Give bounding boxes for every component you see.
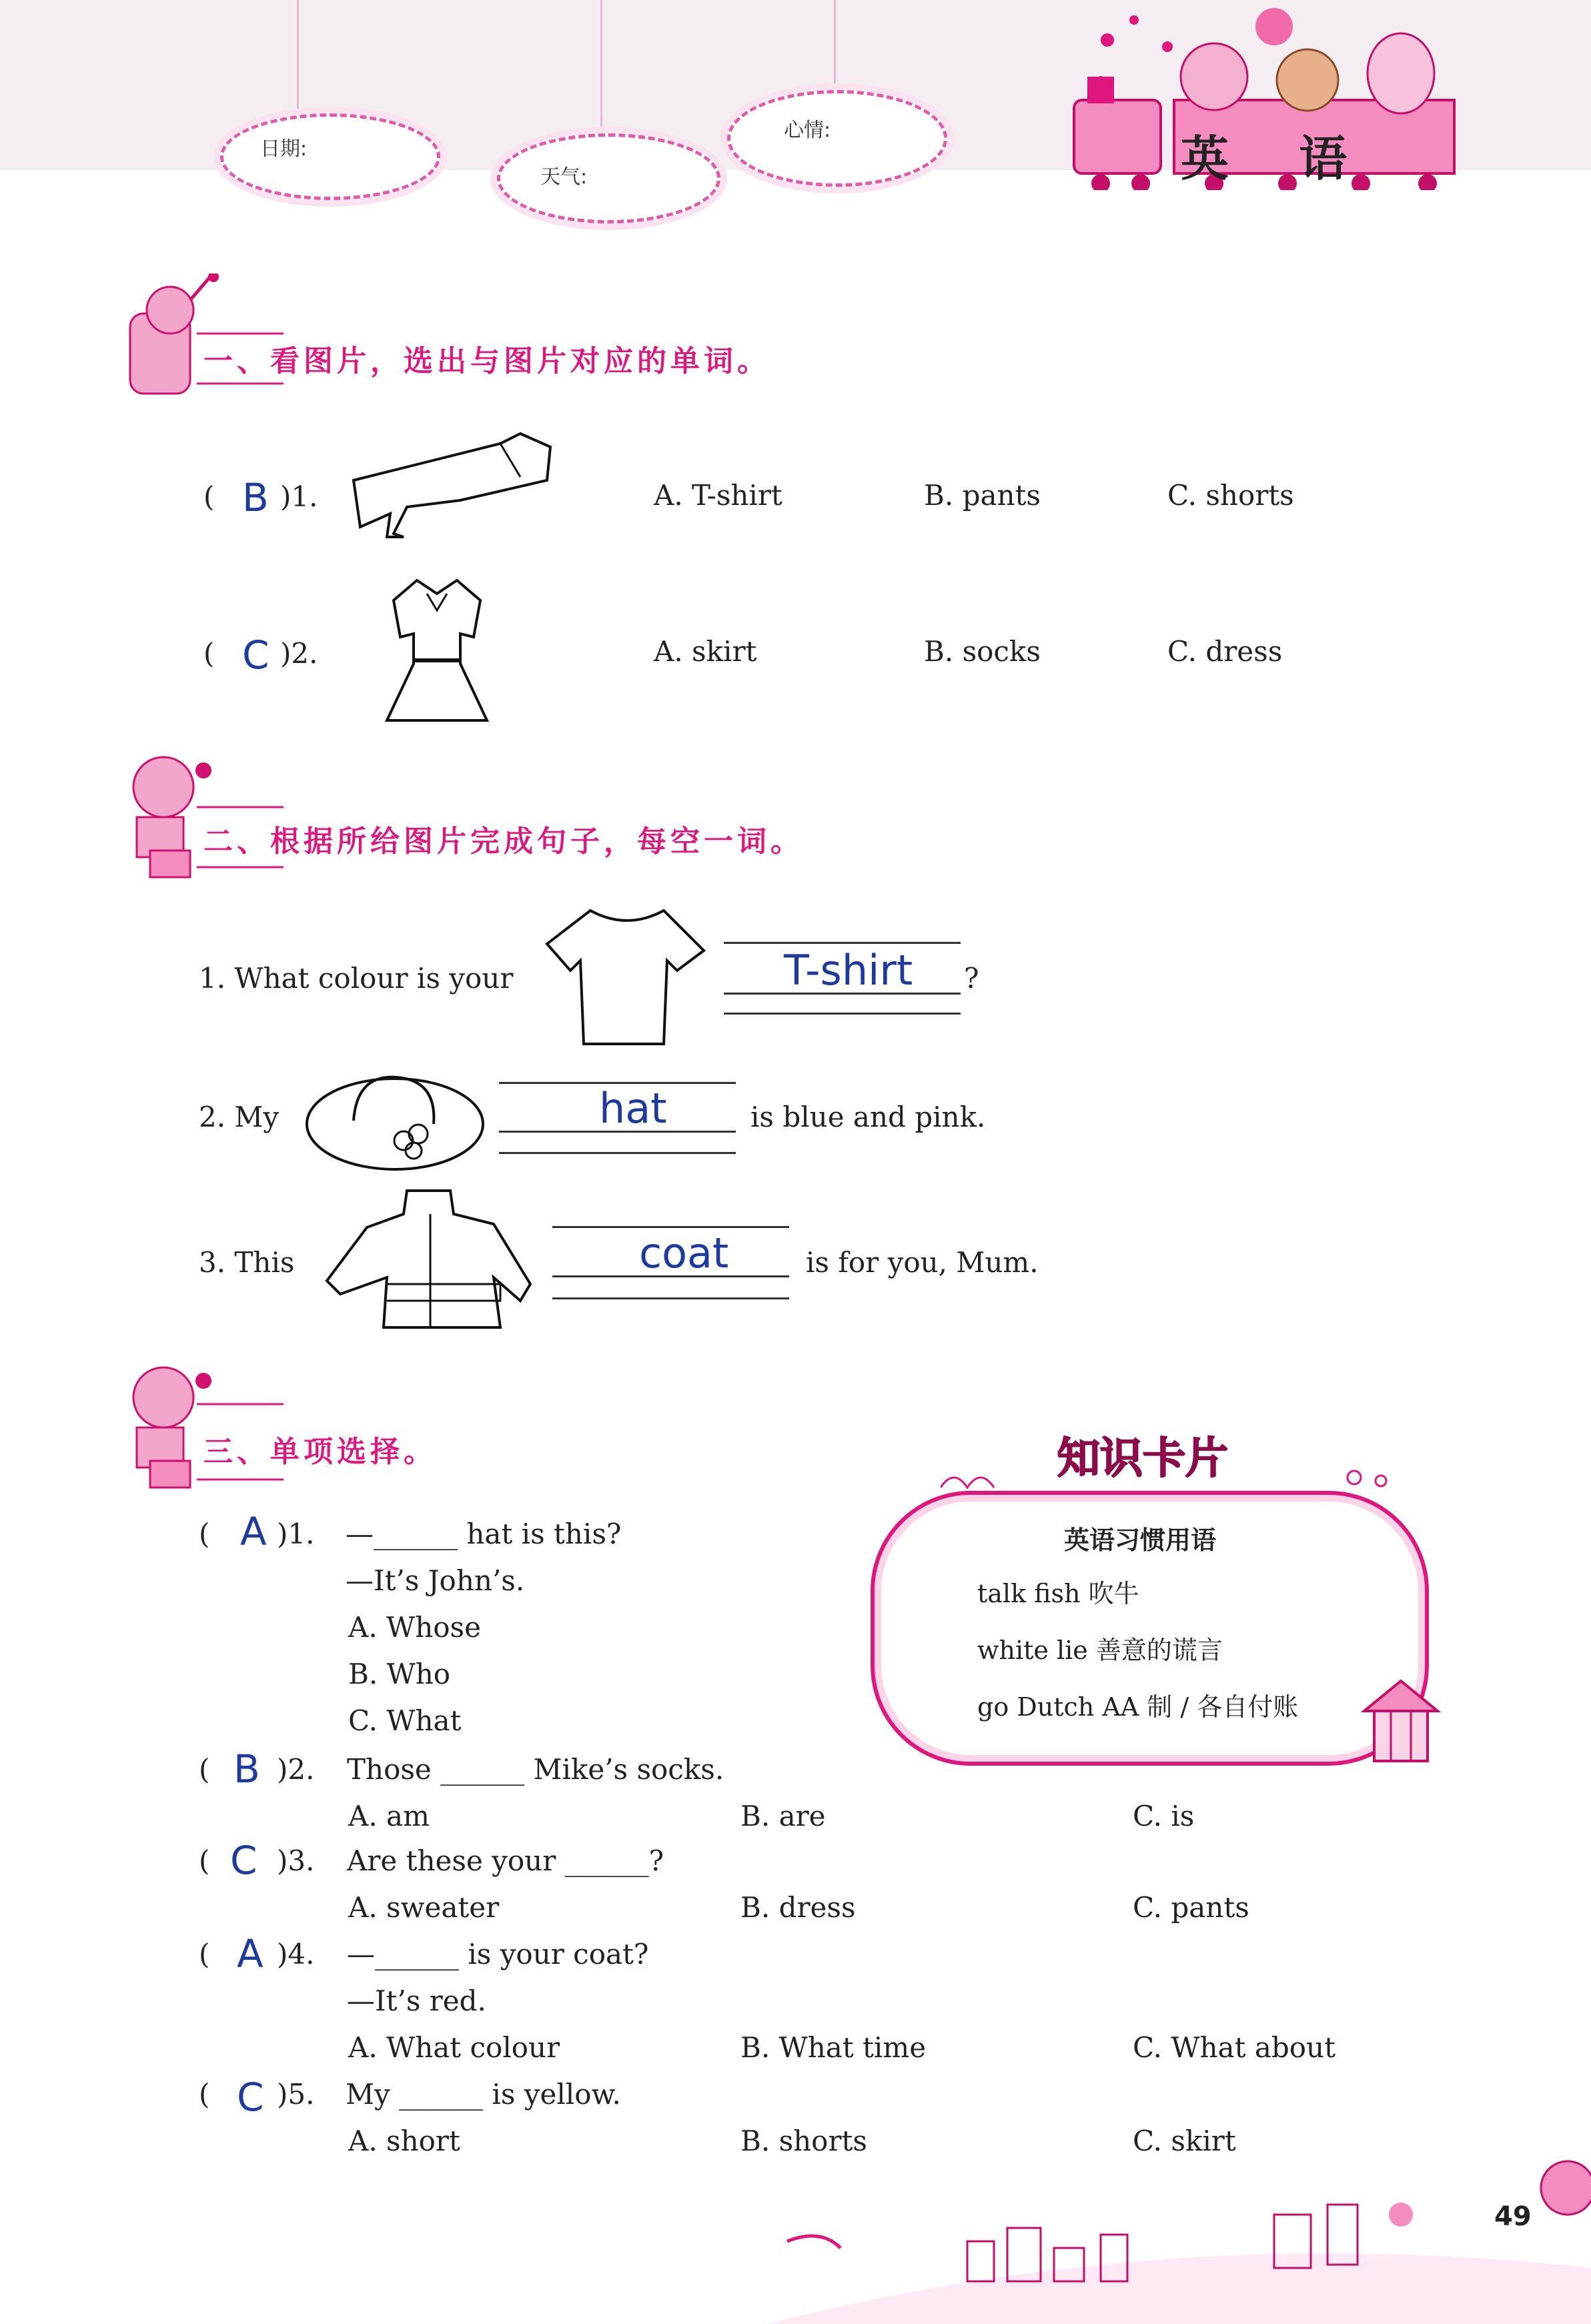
paren-open: ( (203, 480, 215, 513)
paren-open: ( (203, 637, 215, 670)
option-a: A. am (348, 1800, 430, 1832)
section3-title: 三、单项选择。 (203, 1435, 437, 1469)
question-text: —It’s John’s. (346, 1564, 525, 1597)
option-b: B. socks (924, 635, 1041, 668)
option-c: C. skirt (1133, 2125, 1236, 2157)
fill-answer: T-shirt (784, 946, 913, 995)
question-text: —It’s red. (347, 1984, 486, 2017)
footer-town-decoration (767, 2141, 1591, 2324)
question-number: )3. (277, 1844, 315, 1877)
fill-answer: hat (599, 1084, 667, 1133)
section2-title: 二、根据所给图片完成句子，每空一词。 (203, 824, 804, 858)
writing-line (499, 1152, 736, 1154)
sentence-suffix: is for you, Mum. (806, 1246, 1039, 1279)
paren-open: ( (199, 1938, 210, 1970)
answer-mark: C (230, 1838, 257, 1883)
answer-mark: B (233, 1746, 260, 1792)
weather-cloud (497, 133, 720, 223)
option-b: B. are (740, 1800, 826, 1832)
paren-open: ( (199, 2078, 210, 2111)
paren-open: ( (199, 1518, 210, 1550)
writing-line (724, 942, 961, 944)
sentence-suffix: is blue and pink. (750, 1101, 986, 1133)
tshirt-drawing (544, 904, 710, 1051)
writing-line (724, 1013, 961, 1015)
cloud-string (600, 0, 602, 137)
question-number: )2. (280, 637, 318, 670)
hat-drawing (304, 1061, 487, 1174)
question-text: My ______ is yellow. (346, 2078, 621, 2111)
option-a: A. skirt (654, 635, 757, 668)
house-icon (1354, 1671, 1448, 1771)
date-label: 日期: (260, 137, 308, 161)
answer-mark: B (242, 475, 269, 520)
weather-label: 天气: (540, 165, 588, 189)
coat-drawing (320, 1184, 537, 1337)
paren-open: ( (199, 1844, 210, 1877)
section-icon (117, 750, 290, 881)
knowledge-card-subtitle: 英语习惯用语 (1064, 1526, 1217, 1555)
knowledge-card-title: 知识卡片 (1057, 1434, 1228, 1484)
option-c: C. is (1133, 1800, 1195, 1832)
question-text: Those ______ Mike’s socks. (347, 1753, 724, 1786)
cloud-string (834, 0, 836, 87)
fill-answer: coat (639, 1229, 729, 1277)
answer-mark: A (237, 1931, 263, 1976)
idiom-line: talk fish 吹牛 (977, 1579, 1139, 1608)
answer-mark: C (242, 632, 270, 678)
question-text: —______ is your coat? (347, 1938, 649, 1970)
option-c: C. shorts (1167, 479, 1294, 512)
question-number: )1. (277, 1518, 315, 1550)
option-b: B. shorts (740, 2125, 867, 2157)
writing-line (552, 1297, 789, 1299)
option-c: C. What about (1133, 2031, 1336, 2064)
section-icon (117, 1361, 290, 1491)
writing-line (552, 1226, 789, 1228)
question-number: )5. (277, 2078, 315, 2111)
subject-title: 英 语 (1181, 131, 1374, 187)
sentence-prefix: 3. This (199, 1246, 295, 1279)
option-c: C. dress (1167, 635, 1283, 668)
question-number: )4. (277, 1938, 315, 1970)
option-a: A. T-shirt (654, 479, 782, 512)
idiom-line: white lie 善意的谎言 (977, 1636, 1223, 1665)
pants-drawing (347, 427, 560, 544)
option-a: A. sweater (348, 1891, 500, 1924)
question-text: Are these your ______? (347, 1844, 664, 1877)
mood-cloud (727, 90, 947, 187)
answer-mark: C (237, 2075, 264, 2120)
dress-drawing (380, 570, 494, 730)
question-number: )1. (280, 480, 318, 513)
idiom-line: go Dutch AA 制 / 各自付账 (977, 1692, 1299, 1722)
answer-mark: A (240, 1509, 267, 1554)
option-c: C. What (348, 1704, 462, 1737)
option-c: C. pants (1133, 1891, 1249, 1924)
date-cloud (220, 113, 440, 200)
sentence-suffix: ? (964, 962, 979, 995)
sentence-prefix: 1. What colour is your (199, 962, 514, 995)
option-a: A. Whose (348, 1611, 481, 1644)
cloud-string (297, 0, 299, 117)
option-a: A. What colour (348, 2031, 560, 2064)
question-number: )2. (277, 1753, 315, 1786)
paren-open: ( (199, 1753, 210, 1786)
option-a: A. short (348, 2125, 460, 2157)
option-b: B. What time (740, 2031, 927, 2064)
option-b: B. pants (924, 479, 1041, 512)
option-b: B. Who (348, 1658, 451, 1690)
page-number: 49 (1494, 2201, 1532, 2232)
mood-label: 心情: (784, 119, 831, 142)
question-text: —______ hat is this? (346, 1518, 622, 1550)
sentence-prefix: 2. My (199, 1101, 280, 1133)
option-b: B. dress (740, 1891, 856, 1924)
section1-title: 一、看图片，选出与图片对应的单词。 (203, 344, 770, 378)
